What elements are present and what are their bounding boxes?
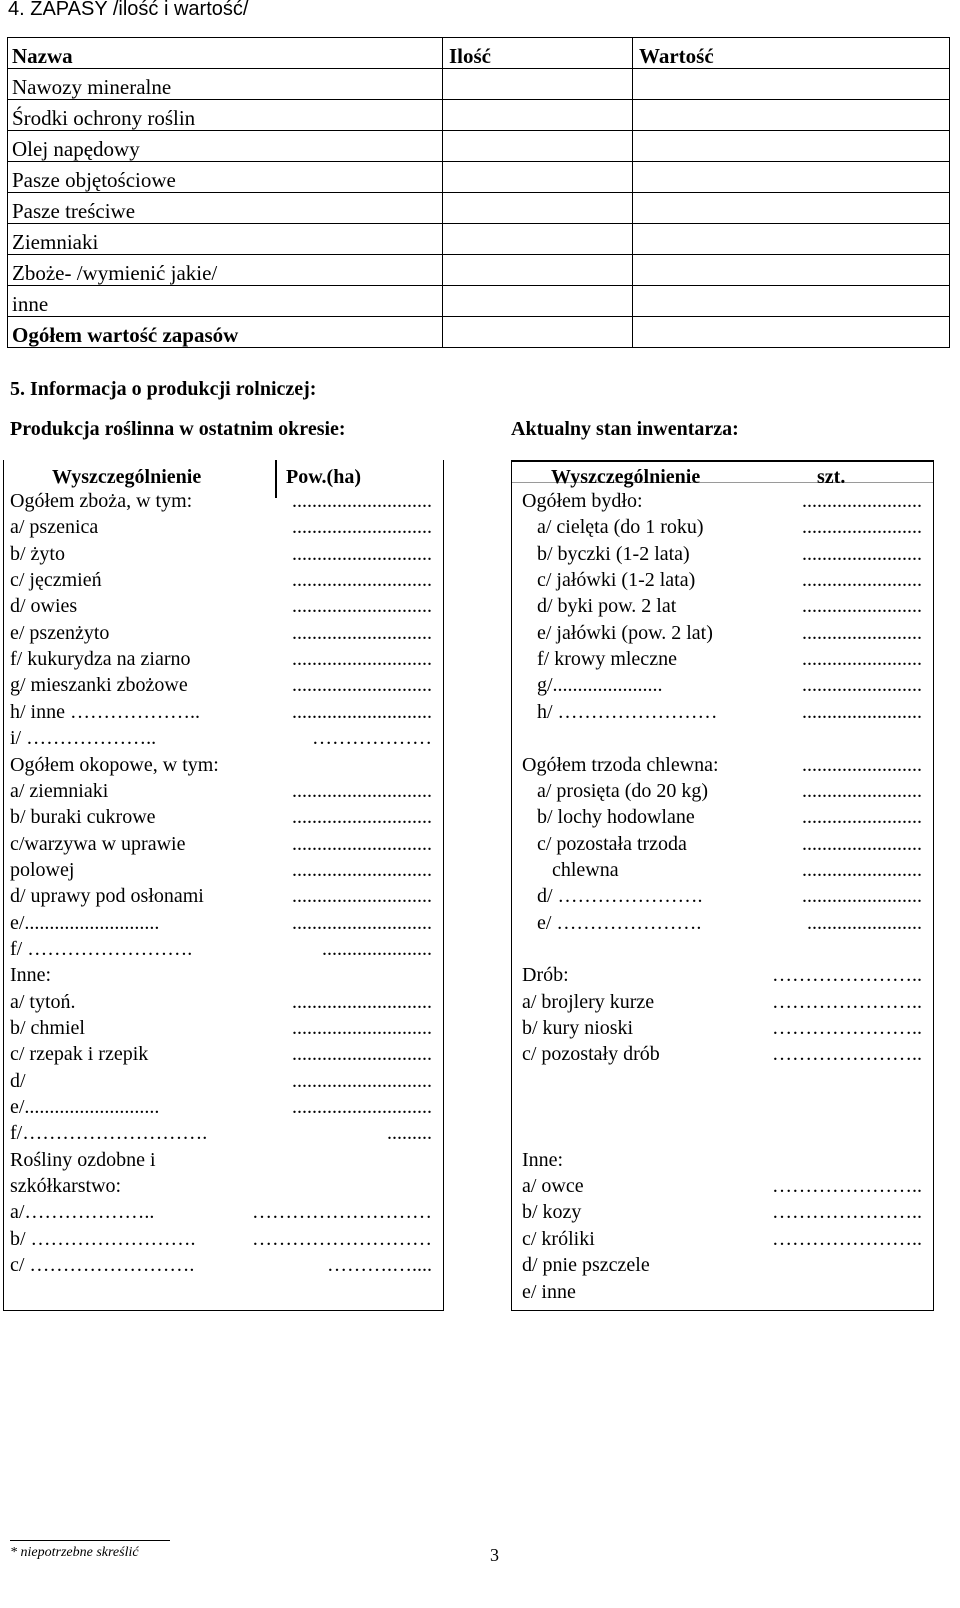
plant-area-field[interactable]: ...................... xyxy=(322,937,432,960)
plant-area-field[interactable]: ............................ xyxy=(292,779,432,802)
stock-total-row xyxy=(8,317,950,348)
animal-count-field[interactable]: ........................ xyxy=(802,674,922,697)
stock-quantity-cell[interactable] xyxy=(443,224,633,255)
plant-area-field[interactable]: ............................ xyxy=(292,648,432,671)
stock-quantity-cell[interactable] xyxy=(443,69,633,100)
plant-item-label: a/ pszenica xyxy=(10,516,99,539)
plant-area-field[interactable]: ............................ xyxy=(292,832,432,855)
header-quantity: Ilość xyxy=(443,38,633,69)
stock-item-label: Pasze objętościowe xyxy=(8,162,443,193)
footnote-rule xyxy=(10,1540,170,1541)
animal-item-label: c/ króliki xyxy=(522,1227,595,1250)
animal-item-label: Ogółem trzoda chlewna: xyxy=(522,753,719,776)
animal-count-field[interactable]: ………………….. xyxy=(772,1175,922,1198)
plant-area-field[interactable]: ............................ xyxy=(292,595,432,618)
animal-count-field[interactable]: ………………….. xyxy=(772,1201,922,1224)
stock-item-label: Środki ochrony roślin xyxy=(8,100,443,131)
stock-item-label: Pasze treściwe xyxy=(8,193,443,224)
animal-count-field[interactable]: ........................ xyxy=(802,621,922,644)
plant-production-heading: Produkcja roślinna w ostatnim okresie: xyxy=(10,418,346,440)
animal-count-field[interactable]: ........................ xyxy=(802,595,922,618)
plant-item-label: d/ xyxy=(10,1069,26,1092)
animal-item-label: a/ brojlery kurze xyxy=(522,990,655,1013)
plant-area-field[interactable]: ............................ xyxy=(292,490,432,512)
plant-item-label: g/ mieszanki zbożowe xyxy=(10,674,188,697)
plant-item-label: b/ ……………………. xyxy=(10,1227,196,1250)
plant-item-label: f/ ……………………. xyxy=(10,937,193,960)
plant-area-field[interactable]: ............................ xyxy=(292,516,432,539)
animal-count-field[interactable]: ........................ xyxy=(802,490,922,512)
plant-area-field[interactable]: ............................ xyxy=(292,569,432,592)
stock-quantity-cell[interactable] xyxy=(443,255,633,286)
stock-value-cell[interactable] xyxy=(633,69,950,100)
plant-area-field[interactable]: ............................ xyxy=(292,911,432,934)
box-top-border xyxy=(512,460,933,462)
stock-row xyxy=(8,224,950,255)
stock-item-label: Olej napędowy xyxy=(8,131,443,162)
plant-area-field[interactable]: ……….….... xyxy=(327,1254,432,1277)
plant-item-label: c/ ……………………. xyxy=(10,1254,195,1277)
stock-item-label: Nawozy mineralne xyxy=(8,69,443,100)
plant-item-label: Rośliny ozdobne i xyxy=(10,1148,156,1171)
plant-area-field[interactable]: ............................ xyxy=(292,990,432,1013)
animal-item-label: c/ jałówki (1-2 lata) xyxy=(522,569,696,592)
animal-item-label: a/ prosięta (do 20 kg) xyxy=(522,779,709,802)
animal-count-field[interactable]: ........................ xyxy=(802,569,922,592)
header-divider xyxy=(275,460,277,498)
animal-item-label: d/ byki pow. 2 lat xyxy=(522,595,677,618)
stock-quantity-cell[interactable] xyxy=(443,131,633,162)
animal-col-header-count: szt. xyxy=(817,466,846,488)
animal-item-label: e/ …………………. xyxy=(522,911,702,934)
stock-item-label: Ziemniaki xyxy=(8,224,443,255)
plant-item-label: h/ inne ……………….. xyxy=(10,700,200,723)
stock-row xyxy=(8,69,950,100)
page-number: 3 xyxy=(490,1545,499,1565)
plant-item-label: szkółkarstwo: xyxy=(10,1175,122,1198)
animal-item-label: d/ …………………. xyxy=(522,885,703,908)
animal-item-label: a/ owce xyxy=(522,1175,584,1198)
animal-item-label: b/ kury nioski xyxy=(522,1017,634,1039)
stock-table-header xyxy=(8,38,950,69)
livestock-heading: Aktualny stan inwentarza: xyxy=(511,418,739,440)
stock-value-cell[interactable] xyxy=(633,100,950,131)
stock-value-cell[interactable] xyxy=(633,255,950,286)
animal-item-label: f/ krowy mleczne xyxy=(522,648,677,671)
plant-area-field[interactable]: ............................ xyxy=(292,806,432,829)
stock-row xyxy=(8,193,950,224)
stock-quantity-cell[interactable] xyxy=(443,100,633,131)
section-4-title: 4. ZAPASY /ilość i wartość/ xyxy=(8,0,249,20)
animal-item-label: Ogółem bydło: xyxy=(522,490,643,512)
stock-value-cell[interactable] xyxy=(633,162,950,193)
animal-count-field[interactable]: ........................ xyxy=(802,779,922,802)
stock-value-cell[interactable] xyxy=(633,131,950,162)
stock-item-label: inne xyxy=(8,286,443,317)
plant-area-field[interactable]: ............................ xyxy=(292,542,432,565)
plant-item-label: b/ żyto xyxy=(10,542,65,565)
stock-row xyxy=(8,131,950,162)
stock-quantity-cell[interactable] xyxy=(443,317,633,348)
plant-item-label: a/ ziemniaki xyxy=(10,779,109,802)
plant-area-field[interactable]: ............................ xyxy=(292,1069,432,1092)
stock-value-cell[interactable] xyxy=(633,193,950,224)
animal-count-field[interactable]: ........................ xyxy=(802,648,922,671)
plant-item-label: b/ chmiel xyxy=(10,1017,85,1039)
plant-area-field[interactable]: ......... xyxy=(387,1122,432,1145)
plant-item-label: i/ ……………….. xyxy=(10,727,157,750)
stock-row xyxy=(8,255,950,286)
stock-item-label: Zboże- /wymienić jakie/ xyxy=(8,255,443,286)
plant-item-label: d/ uprawy pod osłonami xyxy=(10,885,204,908)
animal-item-label: b/ kozy xyxy=(522,1201,582,1224)
stock-row xyxy=(8,162,950,193)
animal-count-field[interactable]: ………………….. xyxy=(772,1043,922,1066)
animal-item-label: c/ pozostały drób xyxy=(522,1043,660,1066)
plant-item-label: b/ buraki cukrowe xyxy=(10,806,156,829)
animal-item-label: d/ pnie pszczele xyxy=(522,1254,650,1277)
animal-item-label: g/...................... xyxy=(522,674,663,697)
animal-count-field[interactable]: ………………….. xyxy=(772,964,922,987)
plant-item-label: c/ jęczmień xyxy=(10,569,102,592)
stock-value-cell[interactable] xyxy=(633,286,950,317)
animal-count-field[interactable]: ........................ xyxy=(802,700,922,723)
stock-quantity-cell[interactable] xyxy=(443,162,633,193)
plant-area-field[interactable]: ............................ xyxy=(292,1043,432,1066)
stock-quantity-cell[interactable] xyxy=(443,286,633,317)
plant-item-label: e/ pszenżyto xyxy=(10,621,110,644)
stock-table xyxy=(7,37,950,348)
section-5-title: 5. Informacja o produkcji rolniczej: xyxy=(10,378,317,400)
plant-item-label: f/………………………. xyxy=(10,1122,208,1145)
plant-item-label: c/ rzepak i rzepik xyxy=(10,1043,149,1066)
animal-item-label: b/ lochy hodowlane xyxy=(522,806,695,829)
plant-item-label: a/ tytoń. xyxy=(10,990,76,1013)
animal-count-field[interactable]: ........................ xyxy=(802,542,922,565)
plant-item-label: Inne: xyxy=(10,964,52,987)
animal-item-label: Drób: xyxy=(522,964,569,987)
plant-col-header-area: Pow.(ha) xyxy=(286,466,361,488)
stock-item-label: Ogółem wartość zapasów xyxy=(8,317,443,348)
animal-count-field[interactable]: ........................ xyxy=(802,885,922,908)
stock-value-cell[interactable] xyxy=(633,317,950,348)
animal-item-label: e/ jałówki (pow. 2 lat) xyxy=(522,621,713,644)
plant-col-header-item: Wyszczególnienie xyxy=(52,466,202,488)
plant-item-label: c/warzywa w uprawie xyxy=(10,832,186,855)
plant-item-label: e/........................... xyxy=(10,911,160,934)
animal-count-field[interactable]: ........................ xyxy=(802,806,922,829)
animal-item-label: e/ inne xyxy=(522,1280,576,1303)
stock-row xyxy=(8,286,950,317)
plant-item-label: f/ kukurydza na ziarno xyxy=(10,648,191,671)
animal-item-label: Inne: xyxy=(522,1148,564,1171)
plant-area-field[interactable]: ............................ xyxy=(292,858,432,881)
animal-col-header-item: Wyszczególnienie xyxy=(551,466,701,488)
animal-item-label: h/ …………………… xyxy=(522,700,718,723)
animal-item-label: b/ byczki (1-2 lata) xyxy=(522,542,690,565)
plant-area-field[interactable]: ............................ xyxy=(292,674,432,697)
header-name: Nazwa xyxy=(8,38,443,69)
plant-item-label: Ogółem zboża, w tym: xyxy=(10,490,193,512)
animal-item-label: chlewna xyxy=(522,858,619,881)
animal-count-field[interactable]: ........................ xyxy=(802,753,922,776)
animal-count-field[interactable]: ........................ xyxy=(802,516,922,539)
header-value: Wartość xyxy=(633,38,950,69)
animal-count-field[interactable]: ………………….. xyxy=(772,990,922,1013)
plant-item-label: e/........................... xyxy=(10,1096,160,1119)
plant-item-label: Ogółem okopowe, w tym: xyxy=(10,753,219,776)
plant-item-label: d/ owies xyxy=(10,595,78,618)
animal-count-field[interactable]: ………………….. xyxy=(772,1017,922,1039)
plant-area-field[interactable]: ............................ xyxy=(292,1096,432,1119)
animal-item-label: a/ cielęta (do 1 roku) xyxy=(522,516,704,539)
plant-area-field[interactable]: ……………… xyxy=(312,727,432,750)
animal-count-field[interactable]: ....................... xyxy=(807,911,922,934)
stock-row xyxy=(8,100,950,131)
plant-area-field[interactable]: ……………………… xyxy=(252,1201,432,1224)
plant-area-field[interactable]: ............................ xyxy=(292,885,432,908)
plant-area-field[interactable]: ............................ xyxy=(292,621,432,644)
stock-value-cell[interactable] xyxy=(633,224,950,255)
animal-item-label: c/ pozostała trzoda xyxy=(522,832,687,855)
plant-area-field[interactable]: ............................ xyxy=(292,1017,432,1039)
plant-item-label: a/……………….. xyxy=(10,1201,155,1224)
animal-count-field[interactable]: ........................ xyxy=(802,858,922,881)
footnote: * niepotrzebne skreślić xyxy=(10,1545,139,1560)
plant-area-field[interactable]: ............................ xyxy=(292,700,432,723)
plant-item-label: polowej xyxy=(10,858,75,881)
plant-area-field[interactable]: ……………………… xyxy=(252,1227,432,1250)
stock-quantity-cell[interactable] xyxy=(443,193,633,224)
animal-count-field[interactable]: ........................ xyxy=(802,832,922,855)
animal-count-field[interactable]: ………………….. xyxy=(772,1227,922,1250)
